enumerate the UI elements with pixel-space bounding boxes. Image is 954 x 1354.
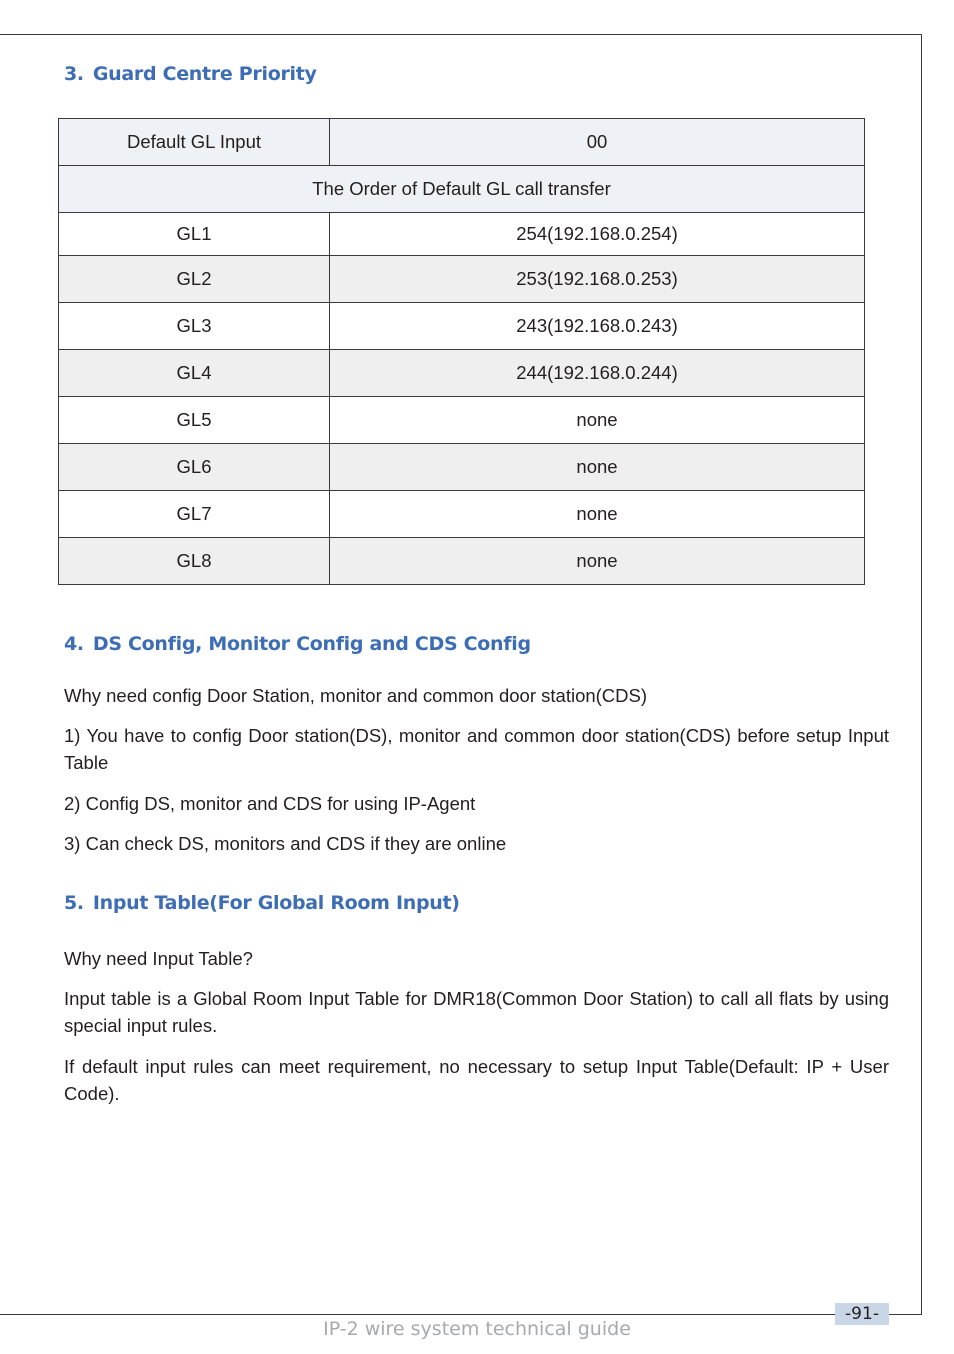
section-5-number: 5. xyxy=(64,892,84,914)
table-row xyxy=(59,303,865,350)
table-row xyxy=(59,213,865,256)
section-3-heading xyxy=(64,63,317,85)
guard-centre-priority-table xyxy=(58,118,865,585)
table-row xyxy=(59,256,865,303)
default-gl-input-label: Default GL Input xyxy=(59,119,330,166)
section-3-title: Guard Centre Priority xyxy=(92,63,317,85)
gl-cell: GL5 xyxy=(59,397,330,444)
paragraph: Why need config Door Station, monitor and common door station(CDS) xyxy=(64,685,648,706)
page-frame-top xyxy=(0,34,922,35)
paragraph: Why need Input Table? xyxy=(64,948,253,969)
section-4-heading xyxy=(64,633,531,655)
section-4-title: DS Config, Monitor Config and CDS Config xyxy=(92,633,531,655)
table-row xyxy=(59,491,865,538)
paragraph: If default input rules can meet requirement, no necessary to setup Input Table(Default: IP + User Code). xyxy=(64,1056,889,1104)
gl-cell: GL1 xyxy=(59,213,330,256)
gl-value-cell: 244(192.168.0.244) xyxy=(330,350,865,397)
gl-cell: GL3 xyxy=(59,303,330,350)
section-5-title: Input Table(For Global Room Input) xyxy=(92,892,460,914)
table-row xyxy=(59,444,865,491)
section-4-number: 4. xyxy=(64,633,84,655)
footer-title: IP-2 wire system technical guide xyxy=(323,1318,631,1340)
gl-cell: GL4 xyxy=(59,350,330,397)
gl-cell: GL8 xyxy=(59,538,330,585)
gl-value-cell: 253(192.168.0.253) xyxy=(330,256,865,303)
gl-cell: GL7 xyxy=(59,491,330,538)
gl-value-cell: 243(192.168.0.243) xyxy=(330,303,865,350)
page-number: -91- xyxy=(835,1303,889,1325)
table-row xyxy=(59,350,865,397)
gl-value-cell: none xyxy=(330,397,865,444)
gl-cell: GL2 xyxy=(59,256,330,303)
paragraph: 3) Can check DS, monitors and CDS if they are online xyxy=(64,833,507,854)
paragraph: 1) You have to config Door station(DS), monitor and common door station(CDS) before setup Input Table xyxy=(64,725,889,773)
gl-value-cell: none xyxy=(330,538,865,585)
table-row xyxy=(59,397,865,444)
call-transfer-order-title: The Order of Default GL call transfer xyxy=(59,166,865,213)
section-5-heading xyxy=(64,892,460,914)
gl-cell: GL6 xyxy=(59,444,330,491)
gl-value-cell: none xyxy=(330,491,865,538)
table-row xyxy=(59,166,865,213)
default-gl-input-value: 00 xyxy=(330,119,865,166)
table-row xyxy=(59,119,865,166)
page-frame-right xyxy=(921,34,922,1315)
page-frame-bottom xyxy=(0,1314,922,1315)
paragraph: Input table is a Global Room Input Table for DMR18(Common Door Station) to call all flats by using special input rules. xyxy=(64,988,889,1036)
table-row xyxy=(59,538,865,585)
paragraph: 2) Config DS, monitor and CDS for using IP-Agent xyxy=(64,793,476,814)
section-3-number: 3. xyxy=(64,63,84,85)
gl-value-cell: 254(192.168.0.254) xyxy=(330,213,865,256)
gl-value-cell: none xyxy=(330,444,865,491)
